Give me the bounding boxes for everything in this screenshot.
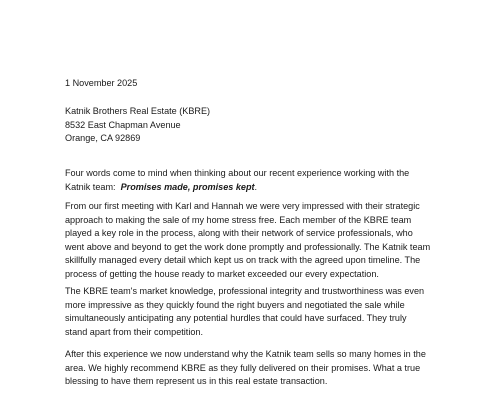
paragraph-line: played a key role in the process, along with their network of service professionals, who: [65, 228, 413, 238]
paragraph-line: went above and beyond to get the work done promptly and professionally. The Katnik team: [65, 241, 431, 252]
paragraph-line: process of getting the house ready to market exceeded our every expectation.: [65, 268, 379, 279]
recipient-city: Orange, CA 92869: [65, 133, 141, 143]
emphasis-phrase: Promises made, promises kept: [120, 181, 255, 192]
paragraph-recommendation: [65, 348, 475, 389]
paragraph-line: simultaneously anticipating any potential hurdles that could have surfaced. They truly: [65, 313, 407, 323]
paragraph-first-meeting: [65, 200, 475, 281]
letter-date: 1 November 2025: [65, 78, 138, 88]
paragraph-line: area. We highly recommend KBRE as they fully delivered on their promises. What a true: [65, 362, 421, 373]
paragraph-line: approach to making the sale of my home stress free. Each member of the KBRE team: [65, 214, 412, 225]
paragraph-line: After this experience we now understand why the Katnik team sells so many homes in the: [65, 349, 426, 359]
recipient-address: [65, 105, 475, 146]
paragraph-line: skillfully managed every detail which kept us on track with the agreed upon timeline. The: [65, 255, 421, 265]
paragraph-line: [65, 181, 475, 195]
paragraph-line: stand apart from their competition.: [65, 326, 203, 337]
paragraph-market-knowledge: [65, 285, 475, 339]
recipient-name: Katnik Brothers Real Estate (KBRE): [65, 106, 211, 116]
paragraph-line: The KBRE team's market knowledge, professional integrity and trustworthiness was even: [65, 286, 425, 296]
recipient-street: 8532 East Chapman Avenue: [65, 119, 181, 130]
intro-lead: Katnik team:: [65, 181, 116, 192]
intro-end: .: [254, 181, 258, 192]
paragraph-line: blessing to have them represent us in this real estate transaction.: [65, 376, 328, 386]
paragraph-line: From our first meeting with Karl and Hannah we were very impressed with their strategic: [65, 201, 420, 211]
paragraph-line: Four words come to mind when thinking about our recent experience working with the: [65, 168, 410, 178]
paragraph-line: more impressive as they quickly found the right buyers and negotiated the sale while: [65, 299, 405, 310]
paragraph-intro: [65, 167, 475, 194]
